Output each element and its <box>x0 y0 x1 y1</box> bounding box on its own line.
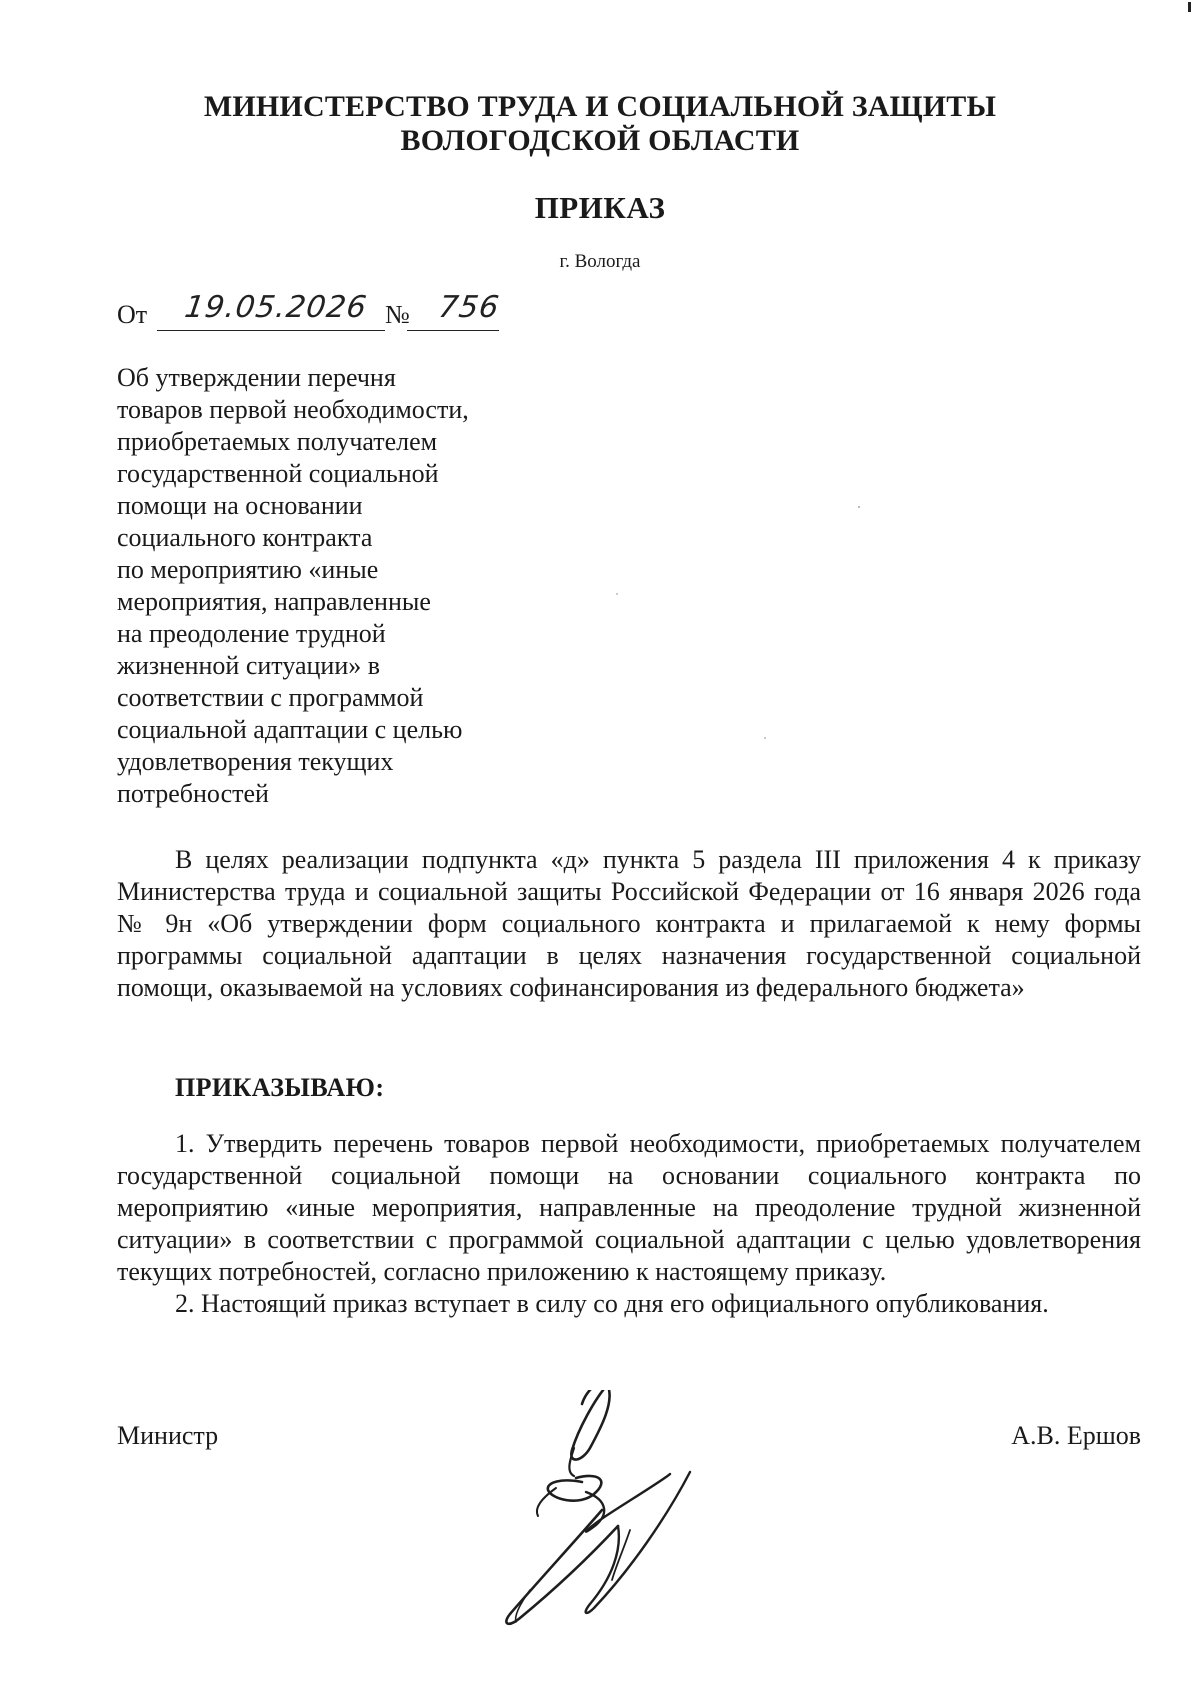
ministry-header <box>0 90 1200 158</box>
scan-speck <box>764 737 766 739</box>
order-directive-heading: ПРИКАЗЫВАЮ: <box>175 1073 385 1102</box>
order-number-handwritten: 756 <box>436 290 502 325</box>
document-type-title: ПРИКАЗ <box>534 190 666 225</box>
subject-line: товаров первой необходимости, <box>117 395 469 424</box>
subject-line: государственной социальной <box>117 459 439 488</box>
subject-line: социальной адаптации с целью <box>117 715 463 744</box>
subject-line: помощи на основании <box>117 491 363 520</box>
city-label: г. Вологда <box>559 251 641 272</box>
subject-line: удовлетворения текущих <box>117 747 394 776</box>
subject-line: потребностей <box>117 779 269 808</box>
order-item: 1. Утвердить перечень товаров первой необходимости, приобретаемых получателем государственной социальной помощи на основании социального контракта по мероприятию «иные мероприятия, направленные на преодоление трудной жизненной ситуации» в соответствии с программой социальной адаптации с целью удовлетворения текущих потребностей, согласно приложению к настоящему приказу. <box>117 1129 1141 1286</box>
signature-drawing <box>490 1390 750 1640</box>
number-underline <box>407 330 499 331</box>
subject-line: приобретаемых получателем <box>117 427 438 456</box>
preamble-paragraph: В целях реализации подпункта «д» пункта 5 раздела III приложения 4 к приказу Министерства труда и социальной защиты Российской Федерации от 16 января 2026 года № 9н «Об утверждении форм социального контракта и прилагаемой к нему формы программы социальной адаптации в целях назначения государственной социальной помощи, оказываемой на условиях софинансирования из федерального бюджета» <box>117 845 1141 1002</box>
subject-line: по мероприятию «иные <box>117 555 379 584</box>
order-date-handwritten: 19.05.2026 <box>182 290 370 325</box>
subject-line: социального контракта <box>117 523 373 552</box>
number-sign: № <box>385 300 410 329</box>
subject-line: жизненной ситуации» в <box>117 651 381 680</box>
order-items <box>117 1128 1141 1320</box>
order-item: 2. Настоящий приказ вступает в силу со дня его официального опубликования. <box>175 1289 1049 1318</box>
order-subject <box>117 362 537 810</box>
date-underline <box>157 330 385 331</box>
subject-line: соответствии с программой <box>117 683 424 712</box>
order-date-number-row <box>117 290 502 338</box>
subject-line: на преодоление трудной <box>117 619 386 648</box>
scan-speck <box>616 593 618 595</box>
handwritten-signature <box>490 1390 750 1640</box>
scan-mark <box>1188 2 1191 12</box>
date-prefix: От <box>117 300 148 329</box>
signatory-position: Министр <box>117 1421 219 1450</box>
ministry-line-1: МИНИСТЕРСТВО ТРУДА И СОЦИАЛЬНОЙ ЗАЩИТЫ <box>203 90 997 123</box>
scan-speck <box>858 506 860 508</box>
signatory-name: А.В. Ершов <box>1011 1421 1141 1450</box>
subject-line: Об утверждении перечня <box>117 363 396 392</box>
subject-line: мероприятия, направленные <box>117 587 431 616</box>
ministry-line-2: ВОЛОГОДСКОЙ ОБЛАСТИ <box>400 124 800 157</box>
